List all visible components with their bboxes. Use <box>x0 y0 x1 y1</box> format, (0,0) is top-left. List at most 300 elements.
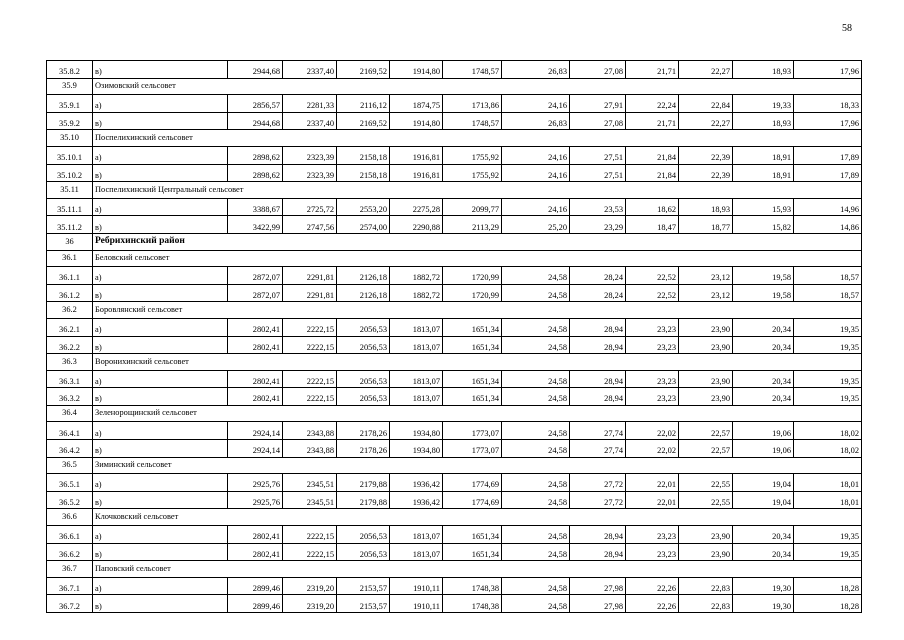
value-cell: 1910,11 <box>390 595 443 613</box>
value-cell: 1916,81 <box>390 164 443 182</box>
value-cell: 20,34 <box>733 370 794 388</box>
value-cell: 21,84 <box>626 146 679 164</box>
value-cell: 26,83 <box>502 61 570 79</box>
value-cell: 18,33 <box>794 95 862 113</box>
value-cell: 19,06 <box>733 422 794 440</box>
row-label: в) <box>93 388 228 406</box>
value-cell: 2872,07 <box>228 267 283 285</box>
value-cell: 2574,00 <box>337 216 390 234</box>
value-cell: 1651,34 <box>443 388 502 406</box>
value-cell: 1934,80 <box>390 422 443 440</box>
value-cell: 2291,81 <box>283 284 337 302</box>
value-cell: 2944,68 <box>228 61 283 79</box>
value-cell: 2725,72 <box>283 198 337 216</box>
row-code: 36.4.1 <box>47 422 93 440</box>
value-cell: 27,51 <box>570 146 626 164</box>
value-cell: 22,57 <box>679 422 733 440</box>
row-label: в) <box>93 543 228 561</box>
section-code: 35.10 <box>47 130 93 147</box>
value-cell: 2290,88 <box>390 216 443 234</box>
section-title: Озимовский сельсовет <box>93 78 862 95</box>
value-cell: 24,58 <box>502 595 570 613</box>
value-cell: 24,58 <box>502 284 570 302</box>
section-row <box>47 250 862 267</box>
value-cell: 22,52 <box>626 267 679 285</box>
value-cell: 1936,42 <box>390 491 443 509</box>
value-cell: 18,02 <box>794 440 862 458</box>
row-code: 35.10.2 <box>47 164 93 182</box>
table-row <box>47 595 862 613</box>
value-cell: 22,26 <box>626 595 679 613</box>
value-cell: 19,35 <box>794 370 862 388</box>
value-cell: 23,90 <box>679 318 733 336</box>
value-cell: 18,93 <box>733 112 794 130</box>
row-label: в) <box>93 491 228 509</box>
value-cell: 26,83 <box>502 112 570 130</box>
value-cell: 22,55 <box>679 491 733 509</box>
value-cell: 18,02 <box>794 422 862 440</box>
row-code: 36.1.2 <box>47 284 93 302</box>
value-cell: 15,82 <box>733 216 794 234</box>
row-label: в) <box>93 595 228 613</box>
table-row <box>47 526 862 544</box>
value-cell: 28,94 <box>570 370 626 388</box>
value-cell: 2898,62 <box>228 146 283 164</box>
value-cell: 24,58 <box>502 577 570 595</box>
value-cell: 1651,34 <box>443 336 502 354</box>
value-cell: 2222,15 <box>283 336 337 354</box>
section-code: 36 <box>47 233 93 250</box>
value-cell: 2345,51 <box>283 491 337 509</box>
value-cell: 2275,28 <box>390 198 443 216</box>
value-cell: 23,23 <box>626 543 679 561</box>
value-cell: 2345,51 <box>283 474 337 492</box>
value-cell: 27,74 <box>570 440 626 458</box>
value-cell: 2872,07 <box>228 284 283 302</box>
district-title: Ребрихинский район <box>93 233 862 250</box>
value-cell: 2169,52 <box>337 61 390 79</box>
section-code: 35.9 <box>47 78 93 95</box>
value-cell: 22,27 <box>679 61 733 79</box>
value-cell: 28,94 <box>570 388 626 406</box>
value-cell: 2056,53 <box>337 370 390 388</box>
row-label: а) <box>93 95 228 113</box>
value-cell: 21,71 <box>626 61 679 79</box>
value-cell: 23,12 <box>679 267 733 285</box>
value-cell: 1748,57 <box>443 112 502 130</box>
value-cell: 19,30 <box>733 595 794 613</box>
section-row <box>47 78 862 95</box>
value-cell: 22,39 <box>679 146 733 164</box>
value-cell: 3422,99 <box>228 216 283 234</box>
section-code: 36.3 <box>47 354 93 371</box>
value-cell: 2802,41 <box>228 318 283 336</box>
section-title: Беловский сельсовет <box>93 250 862 267</box>
value-cell: 23,23 <box>626 318 679 336</box>
row-label: а) <box>93 146 228 164</box>
row-label: в) <box>93 216 228 234</box>
value-cell: 22,84 <box>679 95 733 113</box>
value-cell: 23,90 <box>679 543 733 561</box>
value-cell: 2099,77 <box>443 198 502 216</box>
value-cell: 24,58 <box>502 491 570 509</box>
section-code: 36.1 <box>47 250 93 267</box>
value-cell: 23,90 <box>679 526 733 544</box>
value-cell: 27,98 <box>570 595 626 613</box>
row-code: 35.11.1 <box>47 198 93 216</box>
value-cell: 24,58 <box>502 370 570 388</box>
value-cell: 15,93 <box>733 198 794 216</box>
value-cell: 20,34 <box>733 543 794 561</box>
row-label: а) <box>93 577 228 595</box>
section-title: Поспелихинский Центральный сельсовет <box>93 182 862 199</box>
value-cell: 22,57 <box>679 440 733 458</box>
value-cell: 18,57 <box>794 284 862 302</box>
value-cell: 18,93 <box>679 198 733 216</box>
value-cell: 1651,34 <box>443 370 502 388</box>
value-cell: 24,58 <box>502 422 570 440</box>
value-cell: 18,93 <box>733 61 794 79</box>
row-label: в) <box>93 336 228 354</box>
value-cell: 2222,15 <box>283 388 337 406</box>
value-cell: 20,34 <box>733 388 794 406</box>
section-code: 36.6 <box>47 509 93 526</box>
value-cell: 18,77 <box>679 216 733 234</box>
district-row <box>47 233 862 250</box>
row-code: 36.2.1 <box>47 318 93 336</box>
value-cell: 22,02 <box>626 440 679 458</box>
table-body <box>47 61 862 613</box>
value-cell: 19,58 <box>733 267 794 285</box>
value-cell: 27,98 <box>570 577 626 595</box>
value-cell: 2056,53 <box>337 388 390 406</box>
value-cell: 2323,39 <box>283 164 337 182</box>
value-cell: 2222,15 <box>283 370 337 388</box>
value-cell: 19,35 <box>794 318 862 336</box>
table-row <box>47 491 862 509</box>
value-cell: 2222,15 <box>283 318 337 336</box>
value-cell: 24,58 <box>502 474 570 492</box>
value-cell: 27,74 <box>570 422 626 440</box>
value-cell: 2944,68 <box>228 112 283 130</box>
value-cell: 24,58 <box>502 440 570 458</box>
table-row <box>47 422 862 440</box>
value-cell: 22,26 <box>626 577 679 595</box>
value-cell: 23,23 <box>626 526 679 544</box>
table-row <box>47 388 862 406</box>
value-cell: 2925,76 <box>228 491 283 509</box>
value-cell: 1916,81 <box>390 146 443 164</box>
section-code: 36.7 <box>47 561 93 578</box>
value-cell: 23,23 <box>626 388 679 406</box>
value-cell: 18,57 <box>794 267 862 285</box>
section-code: 36.2 <box>47 302 93 319</box>
value-cell: 27,72 <box>570 474 626 492</box>
value-cell: 2898,62 <box>228 164 283 182</box>
value-cell: 2802,41 <box>228 543 283 561</box>
value-cell: 17,89 <box>794 164 862 182</box>
table-row <box>47 336 862 354</box>
value-cell: 19,35 <box>794 543 862 561</box>
value-cell: 23,90 <box>679 336 733 354</box>
value-cell: 2126,18 <box>337 267 390 285</box>
value-cell: 22,01 <box>626 474 679 492</box>
section-row <box>47 457 862 474</box>
row-code: 36.4.2 <box>47 440 93 458</box>
value-cell: 24,58 <box>502 543 570 561</box>
value-cell: 19,35 <box>794 526 862 544</box>
value-cell: 2178,26 <box>337 422 390 440</box>
value-cell: 1914,80 <box>390 61 443 79</box>
section-title: Воронихинский сельсовет <box>93 354 862 371</box>
value-cell: 2153,57 <box>337 577 390 595</box>
value-cell: 2337,40 <box>283 61 337 79</box>
value-cell: 2179,88 <box>337 474 390 492</box>
row-code: 36.5.1 <box>47 474 93 492</box>
value-cell: 22,27 <box>679 112 733 130</box>
value-cell: 1755,92 <box>443 164 502 182</box>
value-cell: 1813,07 <box>390 543 443 561</box>
value-cell: 1720,99 <box>443 267 502 285</box>
table-row <box>47 577 862 595</box>
value-cell: 17,96 <box>794 61 862 79</box>
value-cell: 1713,86 <box>443 95 502 113</box>
value-cell: 2323,39 <box>283 146 337 164</box>
value-cell: 22,39 <box>679 164 733 182</box>
table-row <box>47 112 862 130</box>
table-row <box>47 61 862 79</box>
value-cell: 3388,67 <box>228 198 283 216</box>
value-cell: 19,30 <box>733 577 794 595</box>
table-row <box>47 284 862 302</box>
value-cell: 19,58 <box>733 284 794 302</box>
value-cell: 18,47 <box>626 216 679 234</box>
row-code: 36.6.1 <box>47 526 93 544</box>
value-cell: 18,01 <box>794 491 862 509</box>
value-cell: 21,71 <box>626 112 679 130</box>
value-cell: 27,08 <box>570 61 626 79</box>
row-code: 35.10.1 <box>47 146 93 164</box>
value-cell: 24,16 <box>502 146 570 164</box>
table-row <box>47 318 862 336</box>
value-cell: 2802,41 <box>228 526 283 544</box>
row-code: 36.7.1 <box>47 577 93 595</box>
value-cell: 1773,07 <box>443 440 502 458</box>
value-cell: 1910,11 <box>390 577 443 595</box>
value-cell: 23,90 <box>679 370 733 388</box>
value-cell: 2925,76 <box>228 474 283 492</box>
row-label: а) <box>93 267 228 285</box>
value-cell: 2747,56 <box>283 216 337 234</box>
value-cell: 24,58 <box>502 526 570 544</box>
section-row <box>47 405 862 422</box>
value-cell: 2153,57 <box>337 595 390 613</box>
value-cell: 2056,53 <box>337 526 390 544</box>
table-row <box>47 440 862 458</box>
value-cell: 1748,38 <box>443 577 502 595</box>
value-cell: 2802,41 <box>228 388 283 406</box>
value-cell: 1755,92 <box>443 146 502 164</box>
row-label: в) <box>93 112 228 130</box>
value-cell: 2056,53 <box>337 318 390 336</box>
value-cell: 28,24 <box>570 284 626 302</box>
value-cell: 1720,99 <box>443 284 502 302</box>
value-cell: 24,58 <box>502 388 570 406</box>
section-row <box>47 302 862 319</box>
value-cell: 28,24 <box>570 267 626 285</box>
value-cell: 2222,15 <box>283 526 337 544</box>
value-cell: 1882,72 <box>390 284 443 302</box>
value-cell: 1813,07 <box>390 526 443 544</box>
value-cell: 2802,41 <box>228 336 283 354</box>
row-label: а) <box>93 198 228 216</box>
value-cell: 18,91 <box>733 146 794 164</box>
value-cell: 24,16 <box>502 95 570 113</box>
table-row <box>47 543 862 561</box>
value-cell: 1813,07 <box>390 318 443 336</box>
value-cell: 1813,07 <box>390 370 443 388</box>
value-cell: 1936,42 <box>390 474 443 492</box>
value-cell: 1651,34 <box>443 543 502 561</box>
value-cell: 23,90 <box>679 388 733 406</box>
row-label: а) <box>93 370 228 388</box>
table-row <box>47 370 862 388</box>
value-cell: 1874,75 <box>390 95 443 113</box>
value-cell: 2126,18 <box>337 284 390 302</box>
value-cell: 2856,57 <box>228 95 283 113</box>
value-cell: 24,16 <box>502 164 570 182</box>
value-cell: 23,23 <box>626 336 679 354</box>
value-cell: 2291,81 <box>283 267 337 285</box>
value-cell: 1813,07 <box>390 336 443 354</box>
row-code: 36.5.2 <box>47 491 93 509</box>
value-cell: 27,51 <box>570 164 626 182</box>
value-cell: 1774,69 <box>443 474 502 492</box>
value-cell: 1748,57 <box>443 61 502 79</box>
value-cell: 2116,12 <box>337 95 390 113</box>
row-label: а) <box>93 526 228 544</box>
section-title: Поспелихинский сельсовет <box>93 130 862 147</box>
row-code: 35.8.2 <box>47 61 93 79</box>
section-code: 35.11 <box>47 182 93 199</box>
section-row <box>47 509 862 526</box>
value-cell: 2319,20 <box>283 595 337 613</box>
value-cell: 27,08 <box>570 112 626 130</box>
value-cell: 18,28 <box>794 577 862 595</box>
value-cell: 24,58 <box>502 318 570 336</box>
section-row <box>47 182 862 199</box>
value-cell: 19,04 <box>733 491 794 509</box>
row-code: 36.2.2 <box>47 336 93 354</box>
value-cell: 14,86 <box>794 216 862 234</box>
value-cell: 1774,69 <box>443 491 502 509</box>
row-code: 35.9.1 <box>47 95 93 113</box>
value-cell: 21,84 <box>626 164 679 182</box>
value-cell: 24,16 <box>502 198 570 216</box>
section-title: Паповский сельсовет <box>93 561 862 578</box>
value-cell: 17,89 <box>794 146 862 164</box>
row-label: в) <box>93 440 228 458</box>
value-cell: 2056,53 <box>337 543 390 561</box>
value-cell: 17,96 <box>794 112 862 130</box>
value-cell: 2924,14 <box>228 422 283 440</box>
value-cell: 1934,80 <box>390 440 443 458</box>
value-cell: 2169,52 <box>337 112 390 130</box>
value-cell: 20,34 <box>733 526 794 544</box>
value-cell: 28,94 <box>570 526 626 544</box>
value-cell: 23,12 <box>679 284 733 302</box>
value-cell: 2553,20 <box>337 198 390 216</box>
value-cell: 2343,88 <box>283 440 337 458</box>
value-cell: 22,02 <box>626 422 679 440</box>
value-cell: 28,94 <box>570 336 626 354</box>
value-cell: 2802,41 <box>228 370 283 388</box>
row-label: а) <box>93 318 228 336</box>
value-cell: 22,24 <box>626 95 679 113</box>
section-title: Зиминский сельсовет <box>93 457 862 474</box>
value-cell: 2179,88 <box>337 491 390 509</box>
section-row <box>47 130 862 147</box>
value-cell: 22,01 <box>626 491 679 509</box>
value-cell: 1773,07 <box>443 422 502 440</box>
row-label: в) <box>93 164 228 182</box>
row-label: в) <box>93 61 228 79</box>
value-cell: 2343,88 <box>283 422 337 440</box>
value-cell: 19,35 <box>794 388 862 406</box>
value-cell: 2158,18 <box>337 164 390 182</box>
value-cell: 2899,46 <box>228 577 283 595</box>
value-cell: 25,20 <box>502 216 570 234</box>
row-code: 35.11.2 <box>47 216 93 234</box>
value-cell: 2281,33 <box>283 95 337 113</box>
value-cell: 27,91 <box>570 95 626 113</box>
row-label: а) <box>93 474 228 492</box>
value-cell: 23,29 <box>570 216 626 234</box>
value-cell: 24,58 <box>502 336 570 354</box>
row-label: в) <box>93 284 228 302</box>
value-cell: 24,58 <box>502 267 570 285</box>
value-cell: 1651,34 <box>443 318 502 336</box>
value-cell: 14,96 <box>794 198 862 216</box>
value-cell: 2899,46 <box>228 595 283 613</box>
row-code: 36.7.2 <box>47 595 93 613</box>
value-cell: 2178,26 <box>337 440 390 458</box>
table-row <box>47 267 862 285</box>
table-row <box>47 95 862 113</box>
value-cell: 18,62 <box>626 198 679 216</box>
value-cell: 23,23 <box>626 370 679 388</box>
value-cell: 1914,80 <box>390 112 443 130</box>
value-cell: 2337,40 <box>283 112 337 130</box>
value-cell: 20,34 <box>733 336 794 354</box>
row-code: 36.3.2 <box>47 388 93 406</box>
page-number: 58 <box>842 23 852 34</box>
tariff-table <box>46 60 862 613</box>
value-cell: 1748,38 <box>443 595 502 613</box>
value-cell: 1651,34 <box>443 526 502 544</box>
value-cell: 28,94 <box>570 318 626 336</box>
section-title: Зеленорощинский сельсовет <box>93 405 862 422</box>
value-cell: 2056,53 <box>337 336 390 354</box>
section-row <box>47 354 862 371</box>
value-cell: 2113,29 <box>443 216 502 234</box>
row-code: 36.1.1 <box>47 267 93 285</box>
value-cell: 2319,20 <box>283 577 337 595</box>
value-cell: 22,55 <box>679 474 733 492</box>
value-cell: 22,83 <box>679 595 733 613</box>
value-cell: 18,28 <box>794 595 862 613</box>
value-cell: 19,35 <box>794 336 862 354</box>
